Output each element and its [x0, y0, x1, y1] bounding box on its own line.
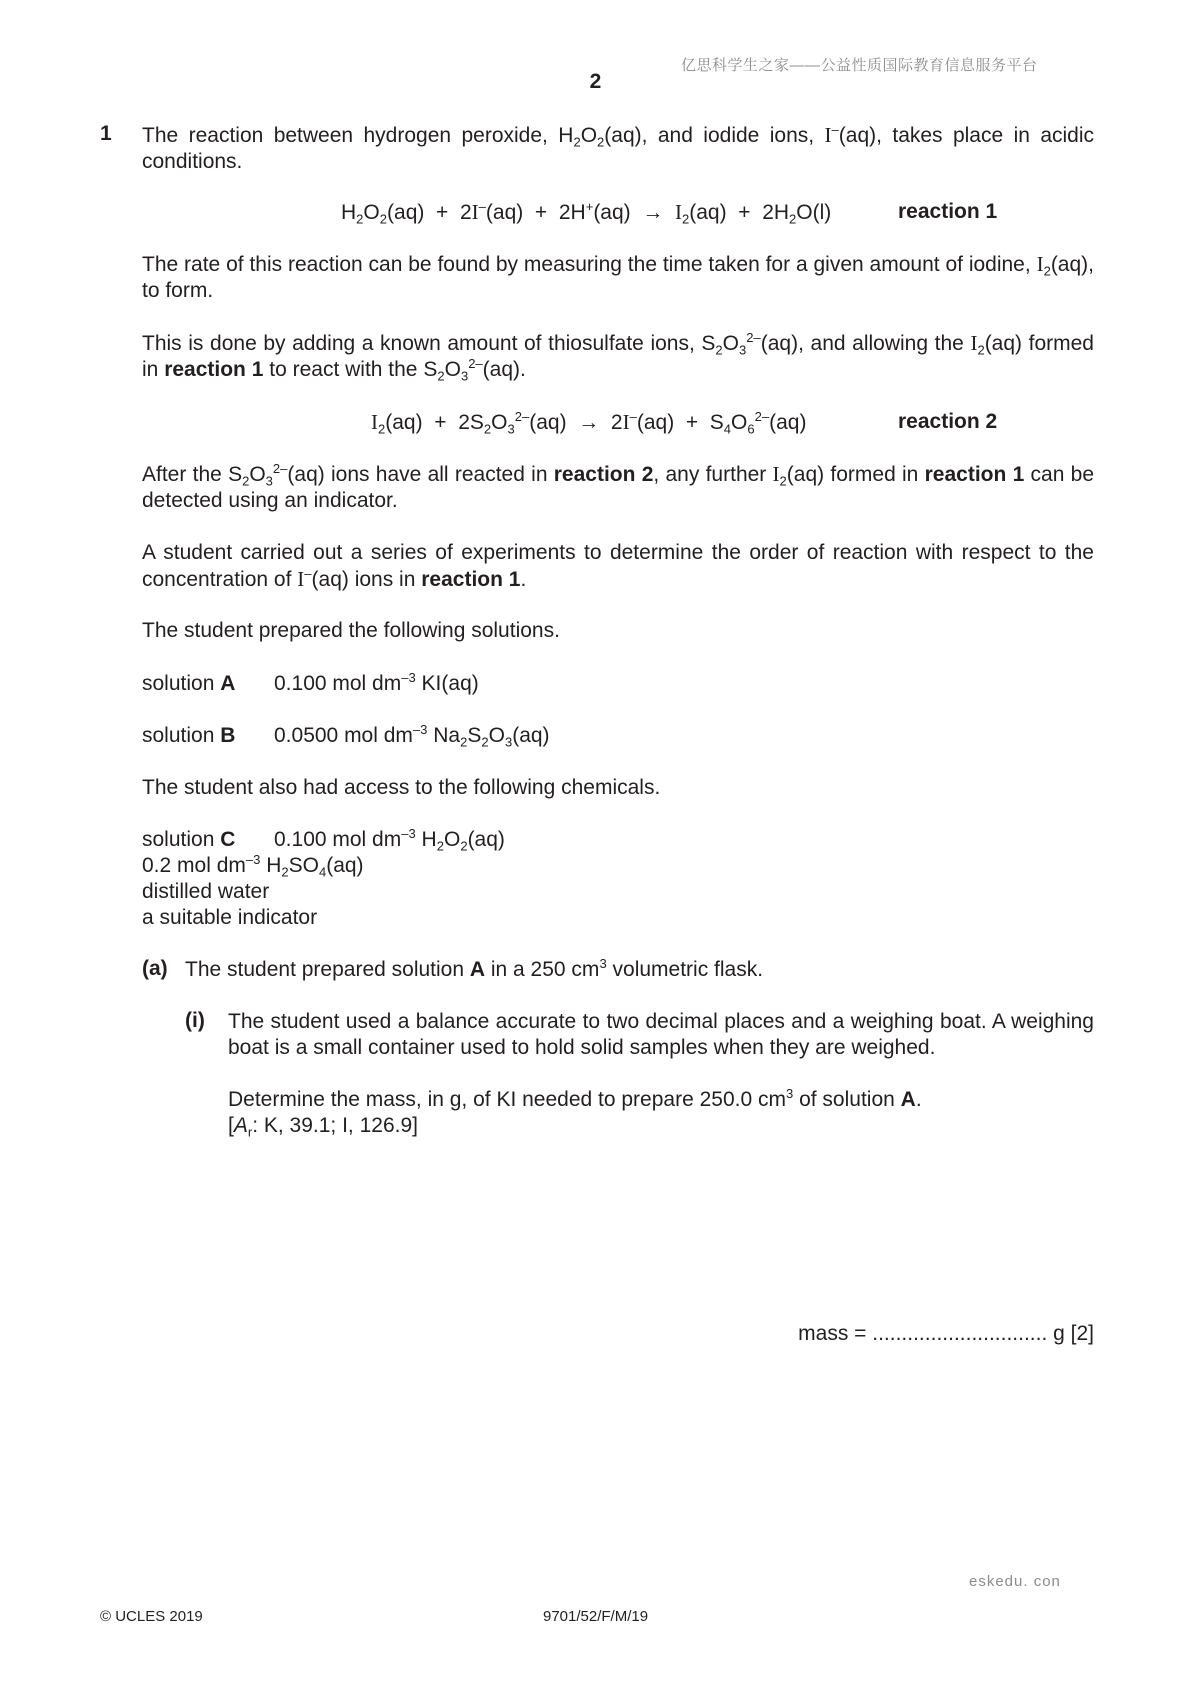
thiosulfate-paragraph: This is done by adding a known amount of thiosulfate ions, $S_2O_3^{2-}(aq)$, and allowing the $I_2(aq)$ formed in reaction 1 to react with the $S_2O_3^{2-}(aq)$. [142, 330, 1094, 384]
mass-answer-line[interactable]: mass = .............................. g [2] [798, 1322, 1094, 1345]
part-a-text: The student prepared solution A in a 250 $cm^3$ volumetric flask. [185, 956, 764, 981]
question-intro: The reaction between hydrogen peroxide, $H_2O_2(aq)$, and iodide ions, I–(aq), takes place in acidic conditions. [142, 122, 1095, 173]
footer-watermark: eskedu. con [969, 1573, 1061, 1590]
distilled-water: distilled water [142, 880, 270, 903]
part-i-ar-data: [$A_r$: K, 39.1; I, 126.9] [228, 1114, 418, 1140]
copyright: © UCLES 2019 [100, 1608, 203, 1625]
part-i-determine: Determine the mass, in g, of KI needed to prepare 250.0 $cm^3$ of solution A. [228, 1086, 922, 1111]
part-a-label: (a) [142, 957, 168, 980]
reaction-2-equation: $I_2(aq) + 2S_2O_3^{2-}(aq) \to 2I^-(aq) + S_4O_6^{2-}(aq)$ [371, 409, 807, 437]
solution-c: solution C 0.100 mol $dm^{-3}$ $H_2O_2(aq)$ [142, 826, 505, 854]
paper-code: 9701/52/F/M/19 [543, 1608, 649, 1625]
question-number: 1 [100, 122, 112, 145]
part-i-balance: The student used a balance accurate to two decimal places and a weighing boat. A weighing boat is a small container used to hold solid samples when they are weighed. [228, 1010, 1094, 1059]
part-i-label: (i) [185, 1009, 205, 1032]
reaction-1-label: reaction 1 [898, 200, 998, 223]
acid-solution: 0.2 mol $dm^{-3}$ $H_2SO_4(aq)$ [142, 852, 364, 880]
header-watermark: 亿思科学生之家——公益性质国际教育信息服务平台 [681, 57, 1038, 74]
after-paragraph: After the $S_2O_3^{2-}(aq)$ ions have all reacted in reaction 2, any further $I_2(aq)$ formed in reaction 1 can be detected using an indicator. [142, 461, 1094, 512]
prepared-text: The student prepared the following solutions. [142, 619, 560, 642]
indicator: a suitable indicator [142, 906, 318, 929]
series-paragraph: A student carried out a series of experiments to determine the order of reaction with respect to the concentration of I–(aq) ions in reaction 1. [142, 541, 1094, 591]
page-number: 2 [589, 70, 602, 93]
solution-b: solution B 0.0500 mol $dm^{-3}$ $Na_2S_2O_3(aq)$ [142, 722, 550, 750]
access-text: The student also had access to the following chemicals. [142, 776, 661, 799]
reaction-1-equation: $H_2O_2(aq) + 2I^-(aq) + 2H^+(aq) \to I_2(aq) + 2H_2O(l)$ [341, 199, 832, 227]
solution-a: solution A 0.100 mol $dm^{-3}$ KI(aq) [142, 670, 479, 695]
rate-paragraph: The rate of this reaction can be found by measuring the time taken for a given amount of iodine, $I_2(aq)$, to form. [142, 252, 1094, 302]
reaction-2-label: reaction 2 [898, 410, 998, 433]
